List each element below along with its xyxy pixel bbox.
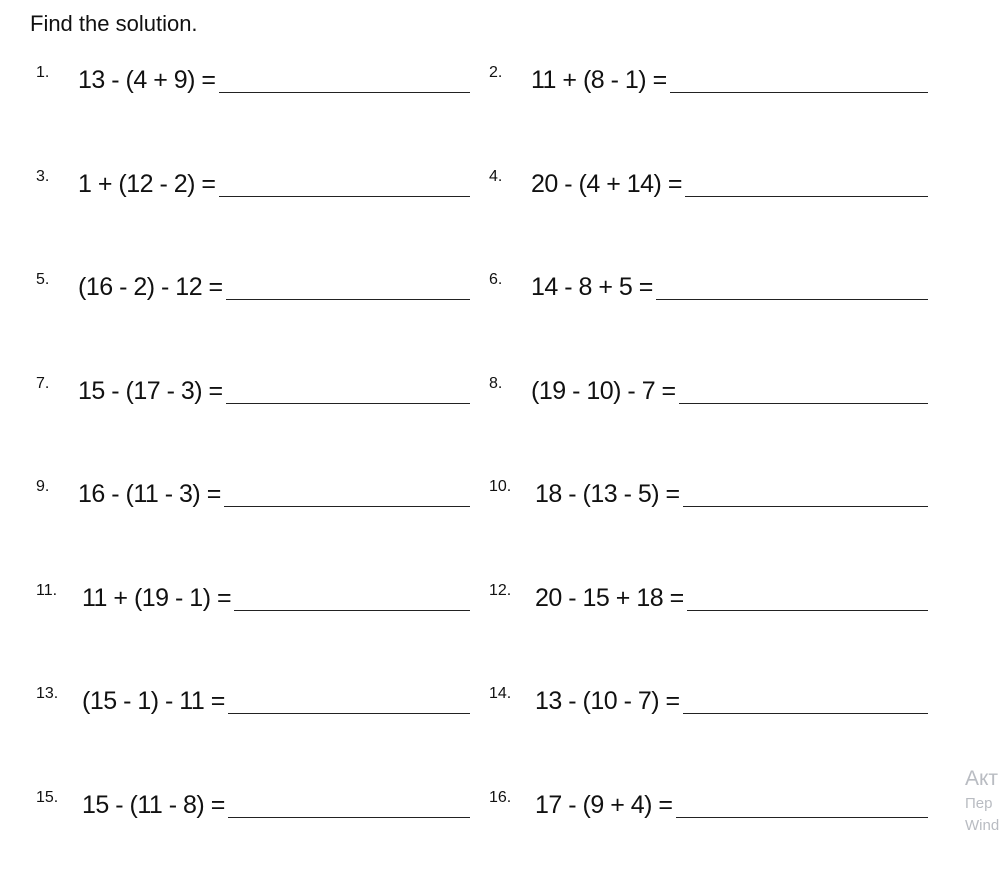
problem-expression: 11 + (8 - 1) = (531, 66, 667, 94)
watermark-line-1: Пер (965, 795, 993, 812)
problem-item (489, 270, 928, 304)
answer-line[interactable] (234, 610, 470, 611)
problem-number: 6. (489, 271, 503, 288)
problem-expression: 17 - (9 + 4) = (535, 791, 673, 819)
problem-item (489, 684, 928, 718)
problem-expression: (16 - 2) - 12 = (78, 273, 223, 301)
problem-expression: 18 - (13 - 5) = (535, 480, 680, 508)
problem-item (489, 63, 928, 97)
problem-item (489, 374, 928, 408)
problem-number: 8. (489, 375, 503, 392)
problem-item (36, 167, 470, 201)
problem-number: 9. (36, 478, 50, 495)
problem-number: 3. (36, 168, 50, 185)
problem-item (489, 477, 928, 511)
problem-item (489, 788, 928, 822)
problem-number: 1. (36, 64, 50, 81)
answer-line[interactable] (226, 299, 470, 300)
page-title: Find the solution. (30, 11, 198, 36)
answer-line[interactable] (224, 506, 470, 507)
problem-expression: 15 - (17 - 3) = (78, 377, 223, 405)
activation-watermark (965, 765, 1000, 837)
problem-expression: 1 + (12 - 2) = (78, 170, 216, 198)
problem-number: 2. (489, 64, 503, 81)
problem-item (36, 270, 470, 304)
watermark-line-2: Wind (965, 817, 1000, 834)
problem-item (36, 477, 470, 511)
problem-expression: (19 - 10) - 7 = (531, 377, 676, 405)
problem-expression: (15 - 1) - 11 = (82, 687, 225, 715)
problem-item (36, 684, 470, 718)
problem-item (36, 63, 470, 97)
answer-line[interactable] (683, 506, 928, 507)
answer-line[interactable] (219, 196, 470, 197)
problem-expression: 13 - (4 + 9) = (78, 66, 216, 94)
problem-item (36, 581, 470, 615)
problem-expression: 11 + (19 - 1) = (82, 584, 232, 612)
problem-expression: 16 - (11 - 3) = (78, 480, 221, 508)
problem-expression: 13 - (10 - 7) = (535, 687, 680, 715)
problem-number: 7. (36, 375, 50, 392)
problem-number: 15. (36, 789, 59, 806)
answer-line[interactable] (670, 92, 928, 93)
answer-line[interactable] (679, 403, 928, 404)
problem-expression: 20 - 15 + 18 = (535, 584, 684, 612)
problem-item (489, 581, 928, 615)
answer-line[interactable] (685, 196, 928, 197)
answer-line[interactable] (683, 713, 928, 714)
answer-line[interactable] (656, 299, 928, 300)
answer-line[interactable] (228, 713, 470, 714)
problem-number: 12. (489, 582, 512, 599)
answer-line[interactable] (676, 817, 928, 818)
problem-expression: 15 - (11 - 8) = (82, 791, 225, 819)
problem-item (489, 167, 928, 201)
problem-number: 5. (36, 271, 50, 288)
answer-line[interactable] (219, 92, 470, 93)
answer-line[interactable] (226, 403, 470, 404)
problem-expression: 14 - 8 + 5 = (531, 273, 653, 301)
answer-line[interactable] (228, 817, 470, 818)
problem-number: 14. (489, 685, 512, 702)
answer-line[interactable] (687, 610, 928, 611)
problem-number: 10. (489, 478, 512, 495)
problem-number: 4. (489, 168, 503, 185)
problem-item (36, 788, 470, 822)
problem-number: 11. (36, 582, 58, 599)
problem-number: 13. (36, 685, 59, 702)
problem-expression: 20 - (4 + 14) = (531, 170, 682, 198)
problem-item (36, 374, 470, 408)
problem-number: 16. (489, 789, 512, 806)
watermark-title: Акт (965, 767, 999, 790)
